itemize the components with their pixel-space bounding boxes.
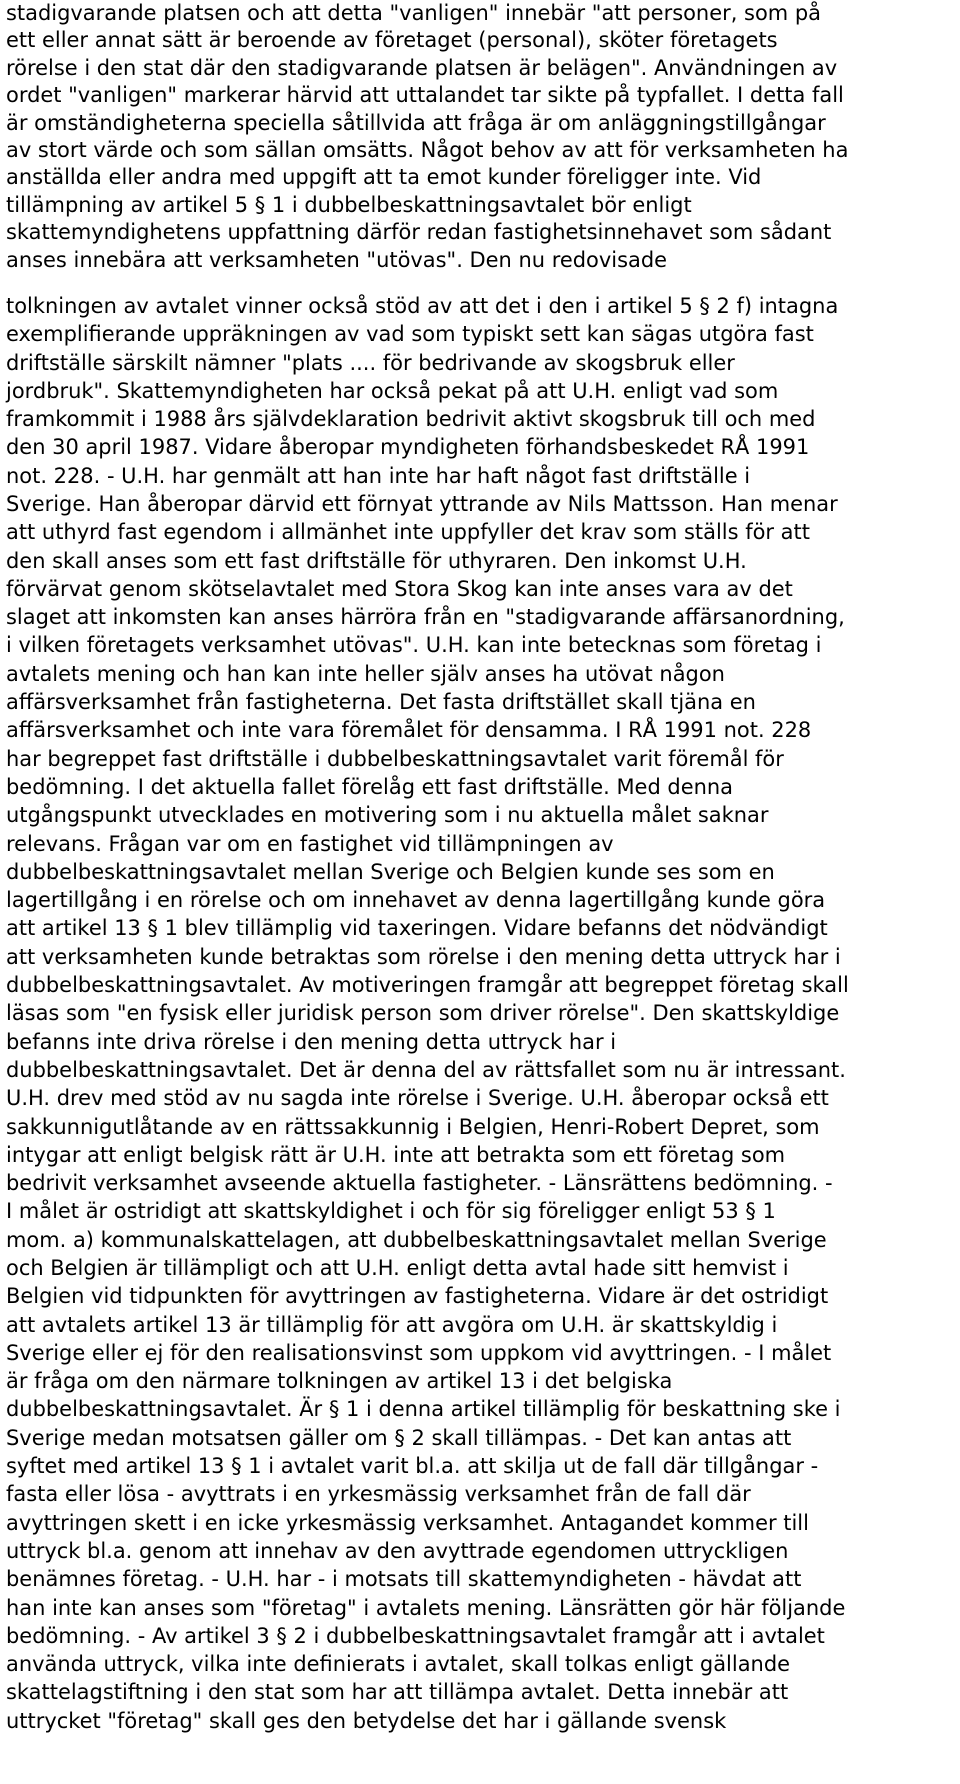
text-line: fasta eller lösa - avyttrats i en yrkesmässig verksamhet från de fall där — [6, 1482, 751, 1507]
paragraph-1 — [6, 0, 954, 274]
text-line: bedrivit verksamhet avseende aktuella fastigheter. - Länsrättens bedömning. - — [6, 1171, 833, 1196]
text-line: skattelagstiftning i den stat som har att tillämpa avtalet. Detta innebär att — [6, 1680, 789, 1705]
text-line: lagertillgång i en rörelse och om innehavet av denna lagertillgång kunde göra — [6, 888, 826, 913]
text-line: rörelse i den stat där den stadigvarande platsen är belägen". Användningen av — [6, 55, 838, 80]
text-line: är omständigheterna speciella såtillvida att fråga är om anläggningstillgångar — [6, 110, 826, 135]
text-line: syftet med artikel 13 § 1 i avtalet varit bl.a. att skilja ut de fall där tillgångar - — [6, 1454, 819, 1479]
text-line: Sverige eller ej för den realisationsvinst som uppkom vid avyttringen. - I målet — [6, 1340, 832, 1365]
text-line: har begreppet fast driftställe i dubbelbeskattningsavtalet varit föremål för — [6, 746, 784, 771]
text-line: dubbelbeskattningsavtalet. Är § 1 i denna artikel tillämplig för beskattning ske i — [6, 1397, 841, 1422]
text-line: i vilken företagets verksamhet utövas". U.H. kan inte betecknas som företag i — [6, 633, 822, 658]
text-line: att verksamheten kunde betraktas som rörelse i den mening detta uttryck har i — [6, 944, 841, 969]
text-line: utgångspunkt utvecklades en motivering som i nu aktuella målet saknar — [6, 803, 769, 828]
text-line: uttryck bl.a. genom att innehav av den avyttrade egendomen uttryckligen — [6, 1538, 789, 1563]
text-line: sakkunnigutlåtande av en rättssakkunnig i Belgien, Henri-Robert Depret, som — [6, 1114, 820, 1139]
text-line: jordbruk". Skattemyndigheten har också pekat på att U.H. enligt vad som — [6, 378, 779, 403]
text-line: framkommit i 1988 års självdeklaration bedrivit aktivt skogsbruk till och med — [6, 407, 816, 432]
text-line: U.H. drev med stöd av nu sagda inte rörelse i Sverige. U.H. åberopar också ett — [6, 1086, 829, 1111]
text-line: dubbelbeskattningsavtalet mellan Sverige och Belgien kunde ses som en — [6, 859, 775, 884]
text-line: att avtalets artikel 13 är tillämplig för att avgöra om U.H. är skattskyldig i — [6, 1312, 778, 1337]
text-line: skattemyndighetens uppfattning därför redan fastighetsinnehavet som sådant — [6, 220, 832, 245]
paragraph-gap — [6, 274, 954, 292]
text-line: avtalets mening och han kan inte heller själv anses ha utövat någon — [6, 661, 725, 686]
text-line: driftställe särskilt nämner "plats .... för bedrivande av skogsbruk eller — [6, 350, 735, 375]
text-line: uttrycket "företag" skall ges den betydelse det har i gällande svensk — [6, 1708, 727, 1733]
text-line: mom. a) kommunalskattelagen, att dubbelbeskattningsavtalet mellan Sverige — [6, 1227, 827, 1252]
text-line: Belgien vid tidpunkten för avyttringen av fastigheterna. Vidare är det ostridigt — [6, 1284, 829, 1309]
text-line: intygar att enligt belgisk rätt är U.H. inte att betrakta som ett företag som — [6, 1142, 786, 1167]
text-line: läsas som "en fysisk eller juridisk person som driver rörelse". Den skattskyldige — [6, 1001, 840, 1026]
text-line: avyttringen skett i en icke yrkesmässig verksamhet. Antagandet kommer till — [6, 1510, 809, 1535]
text-line: benämnes företag. - U.H. har - i motsats till skattemyndigheten - hävdat att — [6, 1567, 802, 1592]
text-line: exemplifierande uppräkningen av vad som typiskt sett kan sägas utgöra fast — [6, 322, 814, 347]
text-line: affärsverksamhet från fastigheterna. Det fasta driftstället skall tjäna en — [6, 690, 756, 715]
text-line: Sverige. Han åberopar därvid ett förnyat yttrande av Nils Mattsson. Han menar — [6, 491, 838, 516]
text-line: slaget att inkomsten kan anses härröra från en "stadigvarande affärsanordning, — [6, 605, 845, 630]
text-line: är fråga om den närmare tolkningen av artikel 13 i det belgiska — [6, 1369, 673, 1394]
text-line: Sverige medan motsatsen gäller om § 2 skall tillämpas. - Det kan antas att — [6, 1425, 792, 1450]
text-line: affärsverksamhet och inte vara föremålet för densamma. I RÅ 1991 not. 228 — [6, 718, 812, 743]
text-line: av stort värde och som sällan omsätts. Något behov av att för verksamheten ha — [6, 137, 849, 162]
text-line: den skall anses som ett fast driftställe för uthyraren. Den inkomst U.H. — [6, 548, 747, 573]
text-line: förvärvat genom skötselavtalet med Stora Skog kan inte anses vara av det — [6, 576, 793, 601]
text-line: att artikel 13 § 1 blev tillämplig vid taxeringen. Vidare befanns det nödvändigt — [6, 916, 828, 941]
text-line: bedömning. I det aktuella fallet förelåg ett fast driftställe. Med denna — [6, 774, 734, 799]
text-line: att uthyrd fast egendom i allmänhet inte uppfyller det krav som ställs för att — [6, 520, 810, 545]
text-line: dubbelbeskattningsavtalet. Av motiveringen framgår att begreppet företag skall — [6, 973, 849, 998]
document-page — [6, 0, 954, 1735]
text-line: ett eller annat sätt är beroende av företaget (personal), sköter företagets — [6, 28, 778, 53]
text-line: bedömning. - Av artikel 3 § 2 i dubbelbeskattningsavtalet framgår att i avtalet — [6, 1623, 825, 1648]
text-line: dubbelbeskattningsavtalet. Det är denna del av rättsfallet som nu är intressant. — [6, 1057, 846, 1082]
text-line: relevans. Frågan var om en fastighet vid tillämpningen av — [6, 831, 614, 856]
text-line: han inte kan anses som "företag" i avtalets mening. Länsrätten gör här följande — [6, 1595, 846, 1620]
paragraph-2 — [6, 292, 954, 1735]
text-line: använda uttryck, vilka inte definierats i avtalet, skall tolkas enligt gällande — [6, 1652, 791, 1677]
text-line: tolkningen av avtalet vinner också stöd av att det i den i artikel 5 § 2 f) intagna — [6, 293, 839, 318]
text-line: tillämpning av artikel 5 § 1 i dubbelbeskattningsavtalet bör enligt — [6, 192, 692, 217]
text-line: den 30 april 1987. Vidare åberopar myndigheten förhandsbeskedet RÅ 1991 — [6, 435, 810, 460]
text-line: ordet "vanligen" markerar härvid att uttalandet tar sikte på typfallet. I detta fall — [6, 83, 844, 108]
text-line: not. 228. - U.H. har genmält att han inte har haft något fast driftställe i — [6, 463, 751, 488]
text-line: stadigvarande platsen och att detta "vanligen" innebär "att personer, som på — [6, 1, 822, 25]
text-line: I målet är ostridigt att skattskyldighet i och för sig föreligger enligt 53 § 1 — [6, 1199, 776, 1224]
text-line: anses innebära att verksamheten "utövas". Den nu redovisade — [6, 247, 668, 272]
text-line: och Belgien är tillämpligt och att U.H. enligt detta avtal hade sitt hemvist i — [6, 1256, 789, 1280]
text-line: befanns inte driva rörelse i den mening detta uttryck har i — [6, 1029, 617, 1054]
text-line: anställda eller andra med uppgift att ta emot kunder föreligger inte. Vid — [6, 165, 762, 190]
